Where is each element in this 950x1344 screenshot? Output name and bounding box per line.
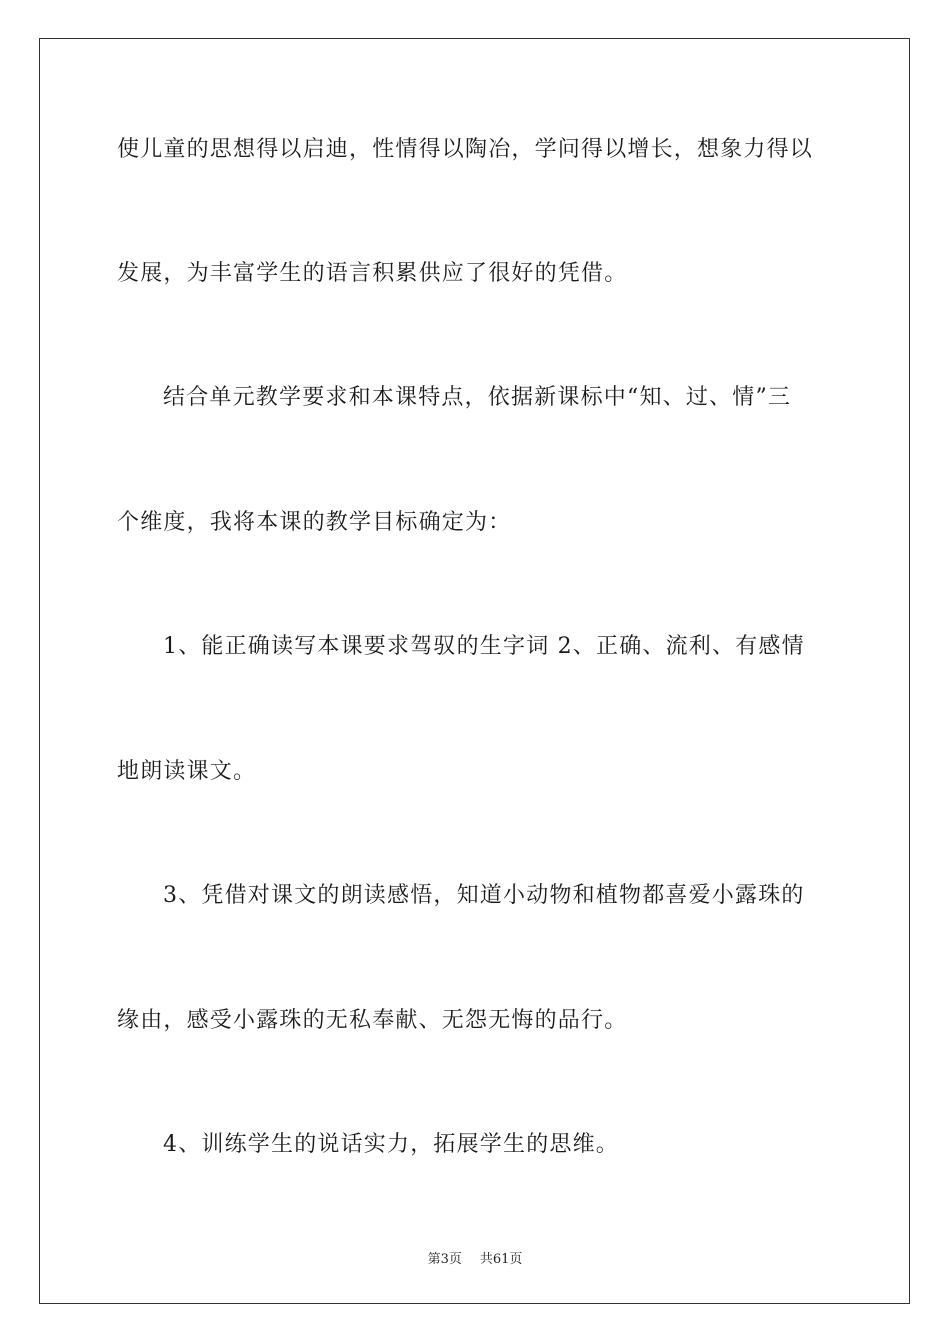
- text-line-8: 缘由，感受小露珠的无私奉献、无怨无悔的品行。: [117, 1008, 628, 1033]
- page-footer: [0, 1248, 950, 1267]
- text-line-1: 使儿童的思想得以启迪，性情得以陶冶，学问得以增长，想象力得以: [117, 137, 814, 162]
- text-line-3: 结合单元教学要求和本课特点，依据新课标中“知、过、情”三: [163, 385, 792, 410]
- text-line-2: 发展，为丰富学生的语言积累供应了很好的凭借。: [117, 261, 628, 286]
- text-line-4: 个维度，我将本课的教学目标确定为：: [117, 510, 512, 535]
- page-total: 共61页: [479, 1252, 523, 1267]
- text-line-5: 1、能正确读写本课要求驾驭的生字词 2、正确、流利、有感情: [163, 634, 805, 659]
- text-line-6: 地朗读课文。: [117, 759, 257, 784]
- text-line-7: 3、凭借对课文的朗读感悟，知道小动物和植物都喜爱小露珠的: [163, 883, 805, 908]
- page-border: [39, 38, 910, 1304]
- text-line-9: 4、训练学生的说话实力，拓展学生的思维。: [163, 1132, 619, 1157]
- page-number: 第3页: [427, 1252, 462, 1267]
